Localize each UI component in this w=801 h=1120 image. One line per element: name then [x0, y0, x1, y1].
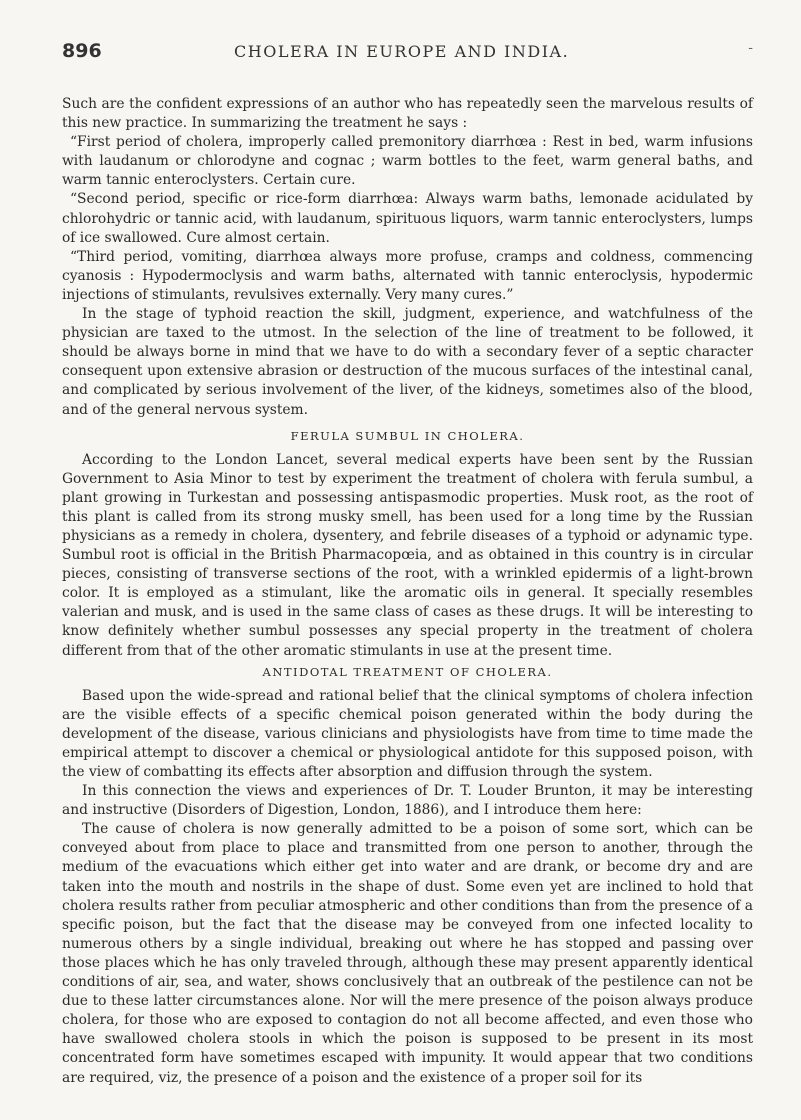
- paragraph: In this connection the views and experiences of Dr. T. Louder Brunton, it may be interesting and instructive (Disorders of Digestion, London, 1886), and I introduce them here:: [62, 783, 753, 819]
- running-head: [62, 40, 753, 68]
- paragraph: In the stage of typhoid reaction the skill, judgment, experience, and watchfulness of the physician are taxed to the utmost. In the selection of the line of treatment to be followed, it should be always borne in mind that we have to do with a secondary fever of a septic character consequent upon extensive abrasion or destruction of the mucous surfaces of the intestinal canal, and complicated by serious involvement of the liver, of the kidneys, sometimes also of the blood, and of the general nervous system.: [62, 306, 753, 418]
- paragraph: “Third period, vomiting, diarrhœa always more profuse, cramps and coldness, commencing cyanosis : Hypodermoclysis and warm baths, alternated with tannic enteroclysis, hypodermic injections of stimulants, revulsives externally. Very many cures.”: [62, 248, 753, 303]
- page-number: 896: [62, 40, 102, 62]
- paragraph: According to the London Lancet, several medical experts have been sent by the Russian Government to Asia Minor to test by experiment the treatment of cholera with ferula sumbul, a plant growing in Turkestan and possessing antispasmodic properties. Musk root, as the root of this plant is called from its strong musky smell, has been used for a long time by the Russian physicians as a remedy in cholera, dysentery, and febrile diseases of a typhoid or adynamic type. Sumbul root is official in the British Pharmacopœia, and as obtained in this country is in circular pieces, consisting of transverse sections of the root, with a wrinkled epidermis of a light-brown color. It is employed as a stimulant, like the aromatic oils in general. It specially resembles valerian and musk, and is used in the same class of cases as these drugs. It will be interesting to know definitely whether sumbul possesses any special property in the treatment of cholera different from that of the other aromatic stimulants in use at the present time.: [62, 451, 753, 659]
- running-title: CHOLERA IN EUROPE AND INDIA.: [234, 42, 570, 61]
- paragraph: Based upon the wide-spread and rational belief that the clinical symptoms of cholera infection are the visible effects of a specific chemical poison generated within the body during the development of the disease, various clinicians and physiologists have from time to time made the empirical attempt to discover a chemical or physiological antidote for this supposed poison, with the view of combatting its effects after absorption and diffusion through the system.: [62, 687, 753, 780]
- page-body: [62, 95, 753, 1088]
- paragraph: “Second period, specific or rice-form diarrhœa: Always warm baths, lemonade acidulated by chlorohydric or tannic acid, with laudanum, spirituous liquors, warm tannic enteroclysters, lumps of ice swallowed. Cure almost certain.: [62, 191, 753, 246]
- stray-mark: -: [748, 40, 753, 56]
- paragraph: Such are the confident expressions of an author who has repeatedly seen the marvelous results of this new practice. In summarizing the treatment he says :: [62, 96, 753, 132]
- section-heading: FERULA SUMBUL IN CHOLERA.: [290, 428, 525, 443]
- paragraph: The cause of cholera is now generally admitted to be a poison of some sort, which can be conveyed about from place to place and transmitted from one person to another, through the medium of the evacuations which either get into water and are drank, or become dry and are taken into the mouth and nostrils in the shape of dust. Some even yet are inclined to hold that cholera results rather from peculiar atmospheric and other conditions than from the presence of a specific poison, but the fact that the disease may be conveyed from one infected locality to numerous others by a single individual, breaking out where he has stopped and passing over those places which he has only traveled through, although these may present apparently identical conditions of air, sea, and water, shows conclusively that an outbreak of the pestilence can not be due to these latter circumstances alone. Nor will the mere presence of the poison always produce cholera, for those who are exposed to contagion do not all become affected, and even those who have swallowed cholera stools in which the poison is supposed to be present in its most concentrated form have sometimes escaped with impunity. It would appear that two conditions are required, viz, the presence of a poison and the existence of a proper soil for its: [62, 821, 754, 1086]
- section-heading: ANTIDOTAL TREATMENT OF CHOLERA.: [262, 664, 553, 679]
- paragraph: “First period of cholera, improperly called premonitory diarrhœa : Rest in bed, warm infusions with laudanum or chlorodyne and cognac ; warm bottles to the feet, warm general baths, and warm tannic enteroclysters. Certain cure.: [62, 134, 753, 189]
